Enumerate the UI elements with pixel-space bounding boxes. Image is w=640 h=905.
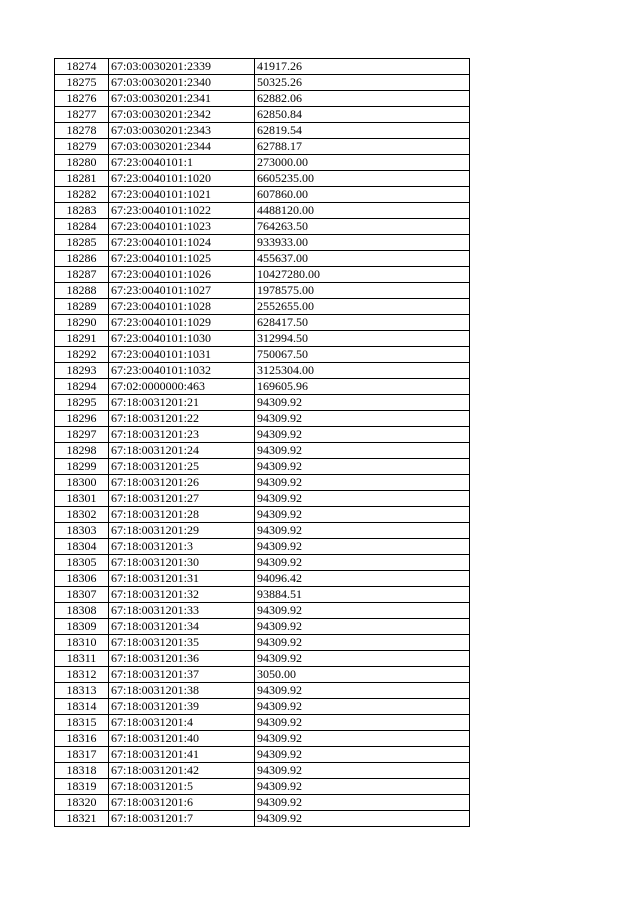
value-cell: 94309.92 <box>255 619 470 635</box>
cadastral-number-cell: 67:23:0040101:1030 <box>109 331 255 347</box>
row-number-cell: 18284 <box>55 219 109 235</box>
cadastral-number-cell: 67:23:0040101:1023 <box>109 219 255 235</box>
value-cell: 62850.84 <box>255 107 470 123</box>
cadastral-number-cell: 67:18:0031201:33 <box>109 603 255 619</box>
value-cell: 94309.92 <box>255 747 470 763</box>
table-row <box>55 171 470 187</box>
value-cell: 94309.92 <box>255 427 470 443</box>
table-row <box>55 75 470 91</box>
cadastral-number-cell: 67:18:0031201:40 <box>109 731 255 747</box>
row-number-cell: 18286 <box>55 251 109 267</box>
row-number-cell: 18279 <box>55 139 109 155</box>
cadastral-number-cell: 67:18:0031201:42 <box>109 763 255 779</box>
cadastral-number-cell: 67:03:0030201:2343 <box>109 123 255 139</box>
table-row <box>55 443 470 459</box>
cadastral-number-cell: 67:23:0040101:1027 <box>109 283 255 299</box>
value-cell: 94309.92 <box>255 539 470 555</box>
cadastral-number-cell: 67:18:0031201:25 <box>109 459 255 475</box>
table-row <box>55 539 470 555</box>
row-number-cell: 18315 <box>55 715 109 731</box>
cadastral-number-cell: 67:18:0031201:26 <box>109 475 255 491</box>
table-row <box>55 139 470 155</box>
table-row <box>55 283 470 299</box>
row-number-cell: 18289 <box>55 299 109 315</box>
value-cell: 94309.92 <box>255 507 470 523</box>
cadastral-number-cell: 67:18:0031201:29 <box>109 523 255 539</box>
table-row <box>55 715 470 731</box>
table-row <box>55 411 470 427</box>
cadastral-number-cell: 67:23:0040101:1031 <box>109 347 255 363</box>
table-row <box>55 267 470 283</box>
table-row <box>55 635 470 651</box>
value-cell: 6605235.00 <box>255 171 470 187</box>
value-cell: 94309.92 <box>255 395 470 411</box>
row-number-cell: 18285 <box>55 235 109 251</box>
cadastral-number-cell: 67:23:0040101:1025 <box>109 251 255 267</box>
cadastral-number-cell: 67:03:0030201:2342 <box>109 107 255 123</box>
row-number-cell: 18280 <box>55 155 109 171</box>
table-row <box>55 587 470 603</box>
row-number-cell: 18320 <box>55 795 109 811</box>
row-number-cell: 18309 <box>55 619 109 635</box>
table-row <box>55 363 470 379</box>
value-cell: 455637.00 <box>255 251 470 267</box>
cadastral-number-cell: 67:18:0031201:41 <box>109 747 255 763</box>
cadastral-number-cell: 67:23:0040101:1 <box>109 155 255 171</box>
cadastral-number-cell: 67:18:0031201:37 <box>109 667 255 683</box>
value-cell: 62882.06 <box>255 91 470 107</box>
row-number-cell: 18313 <box>55 683 109 699</box>
row-number-cell: 18298 <box>55 443 109 459</box>
cadastral-number-cell: 67:23:0040101:1020 <box>109 171 255 187</box>
cadastral-number-cell: 67:23:0040101:1021 <box>109 187 255 203</box>
value-cell: 764263.50 <box>255 219 470 235</box>
cadastral-number-cell: 67:03:0030201:2341 <box>109 91 255 107</box>
table-row <box>55 603 470 619</box>
cadastral-number-cell: 67:18:0031201:38 <box>109 683 255 699</box>
row-number-cell: 18319 <box>55 779 109 795</box>
table-row <box>55 107 470 123</box>
records-table-body <box>55 59 470 827</box>
table-row <box>55 491 470 507</box>
value-cell: 3125304.00 <box>255 363 470 379</box>
table-row <box>55 203 470 219</box>
value-cell: 750067.50 <box>255 347 470 363</box>
table-row <box>55 683 470 699</box>
value-cell: 94309.92 <box>255 523 470 539</box>
cadastral-number-cell: 67:18:0031201:3 <box>109 539 255 555</box>
cadastral-number-cell: 67:18:0031201:35 <box>109 635 255 651</box>
table-row <box>55 699 470 715</box>
table-row <box>55 331 470 347</box>
table-row <box>55 299 470 315</box>
row-number-cell: 18288 <box>55 283 109 299</box>
cadastral-number-cell: 67:03:0030201:2344 <box>109 139 255 155</box>
cadastral-number-cell: 67:18:0031201:24 <box>109 443 255 459</box>
value-cell: 94309.92 <box>255 699 470 715</box>
row-number-cell: 18282 <box>55 187 109 203</box>
row-number-cell: 18321 <box>55 811 109 827</box>
table-row <box>55 459 470 475</box>
cadastral-number-cell: 67:18:0031201:4 <box>109 715 255 731</box>
cadastral-number-cell: 67:18:0031201:7 <box>109 811 255 827</box>
value-cell: 4488120.00 <box>255 203 470 219</box>
table-row <box>55 619 470 635</box>
row-number-cell: 18305 <box>55 555 109 571</box>
value-cell: 62788.17 <box>255 139 470 155</box>
table-row <box>55 427 470 443</box>
value-cell: 93884.51 <box>255 587 470 603</box>
value-cell: 94309.92 <box>255 491 470 507</box>
value-cell: 169605.96 <box>255 379 470 395</box>
value-cell: 94096.42 <box>255 571 470 587</box>
row-number-cell: 18316 <box>55 731 109 747</box>
cadastral-number-cell: 67:18:0031201:21 <box>109 395 255 411</box>
row-number-cell: 18306 <box>55 571 109 587</box>
table-row <box>55 795 470 811</box>
row-number-cell: 18317 <box>55 747 109 763</box>
table-row <box>55 91 470 107</box>
cadastral-number-cell: 67:18:0031201:5 <box>109 779 255 795</box>
row-number-cell: 18307 <box>55 587 109 603</box>
cadastral-number-cell: 67:23:0040101:1024 <box>109 235 255 251</box>
cadastral-number-cell: 67:18:0031201:32 <box>109 587 255 603</box>
cadastral-number-cell: 67:23:0040101:1029 <box>109 315 255 331</box>
table-row <box>55 395 470 411</box>
table-row <box>55 155 470 171</box>
table-row <box>55 779 470 795</box>
value-cell: 273000.00 <box>255 155 470 171</box>
row-number-cell: 18294 <box>55 379 109 395</box>
value-cell: 41917.26 <box>255 59 470 75</box>
value-cell: 94309.92 <box>255 603 470 619</box>
table-row <box>55 59 470 75</box>
table-row <box>55 235 470 251</box>
value-cell: 10427280.00 <box>255 267 470 283</box>
cadastral-number-cell: 67:18:0031201:39 <box>109 699 255 715</box>
records-table <box>54 58 470 827</box>
value-cell: 607860.00 <box>255 187 470 203</box>
row-number-cell: 18301 <box>55 491 109 507</box>
row-number-cell: 18310 <box>55 635 109 651</box>
row-number-cell: 18308 <box>55 603 109 619</box>
cadastral-number-cell: 67:18:0031201:28 <box>109 507 255 523</box>
value-cell: 94309.92 <box>255 411 470 427</box>
table-row <box>55 315 470 331</box>
row-number-cell: 18276 <box>55 91 109 107</box>
value-cell: 94309.92 <box>255 635 470 651</box>
row-number-cell: 18287 <box>55 267 109 283</box>
value-cell: 1978575.00 <box>255 283 470 299</box>
value-cell: 94309.92 <box>255 459 470 475</box>
cadastral-number-cell: 67:03:0030201:2340 <box>109 75 255 91</box>
table-row <box>55 347 470 363</box>
cadastral-number-cell: 67:23:0040101:1028 <box>109 299 255 315</box>
table-row <box>55 507 470 523</box>
value-cell: 94309.92 <box>255 731 470 747</box>
row-number-cell: 18281 <box>55 171 109 187</box>
value-cell: 94309.92 <box>255 555 470 571</box>
value-cell: 94309.92 <box>255 795 470 811</box>
row-number-cell: 18318 <box>55 763 109 779</box>
table-row <box>55 555 470 571</box>
table-row <box>55 251 470 267</box>
table-row <box>55 763 470 779</box>
cadastral-number-cell: 67:23:0040101:1022 <box>109 203 255 219</box>
cadastral-number-cell: 67:18:0031201:23 <box>109 427 255 443</box>
row-number-cell: 18304 <box>55 539 109 555</box>
row-number-cell: 18283 <box>55 203 109 219</box>
value-cell: 628417.50 <box>255 315 470 331</box>
cadastral-number-cell: 67:18:0031201:27 <box>109 491 255 507</box>
value-cell: 94309.92 <box>255 443 470 459</box>
row-number-cell: 18295 <box>55 395 109 411</box>
cadastral-number-cell: 67:18:0031201:30 <box>109 555 255 571</box>
row-number-cell: 18303 <box>55 523 109 539</box>
cadastral-number-cell: 67:18:0031201:36 <box>109 651 255 667</box>
cadastral-number-cell: 67:23:0040101:1032 <box>109 363 255 379</box>
value-cell: 94309.92 <box>255 763 470 779</box>
table-row <box>55 747 470 763</box>
cadastral-number-cell: 67:18:0031201:34 <box>109 619 255 635</box>
cadastral-number-cell: 67:23:0040101:1026 <box>109 267 255 283</box>
row-number-cell: 18274 <box>55 59 109 75</box>
table-row <box>55 811 470 827</box>
table-row <box>55 731 470 747</box>
row-number-cell: 18312 <box>55 667 109 683</box>
row-number-cell: 18302 <box>55 507 109 523</box>
row-number-cell: 18275 <box>55 75 109 91</box>
value-cell: 94309.92 <box>255 475 470 491</box>
value-cell: 94309.92 <box>255 779 470 795</box>
row-number-cell: 18293 <box>55 363 109 379</box>
value-cell: 94309.92 <box>255 651 470 667</box>
table-row <box>55 667 470 683</box>
value-cell: 3050.00 <box>255 667 470 683</box>
row-number-cell: 18292 <box>55 347 109 363</box>
row-number-cell: 18277 <box>55 107 109 123</box>
cadastral-number-cell: 67:03:0030201:2339 <box>109 59 255 75</box>
table-row <box>55 475 470 491</box>
row-number-cell: 18291 <box>55 331 109 347</box>
row-number-cell: 18290 <box>55 315 109 331</box>
table-row <box>55 571 470 587</box>
row-number-cell: 18314 <box>55 699 109 715</box>
value-cell: 94309.92 <box>255 683 470 699</box>
row-number-cell: 18296 <box>55 411 109 427</box>
value-cell: 94309.92 <box>255 715 470 731</box>
value-cell: 312994.50 <box>255 331 470 347</box>
table-row <box>55 523 470 539</box>
cadastral-number-cell: 67:18:0031201:6 <box>109 795 255 811</box>
table-row <box>55 219 470 235</box>
table-row <box>55 187 470 203</box>
cadastral-number-cell: 67:18:0031201:31 <box>109 571 255 587</box>
value-cell: 2552655.00 <box>255 299 470 315</box>
value-cell: 62819.54 <box>255 123 470 139</box>
value-cell: 50325.26 <box>255 75 470 91</box>
cadastral-number-cell: 67:18:0031201:22 <box>109 411 255 427</box>
row-number-cell: 18311 <box>55 651 109 667</box>
row-number-cell: 18297 <box>55 427 109 443</box>
table-row <box>55 379 470 395</box>
row-number-cell: 18299 <box>55 459 109 475</box>
row-number-cell: 18300 <box>55 475 109 491</box>
row-number-cell: 18278 <box>55 123 109 139</box>
value-cell: 933933.00 <box>255 235 470 251</box>
table-row <box>55 651 470 667</box>
table-row <box>55 123 470 139</box>
value-cell: 94309.92 <box>255 811 470 827</box>
cadastral-number-cell: 67:02:0000000:463 <box>109 379 255 395</box>
